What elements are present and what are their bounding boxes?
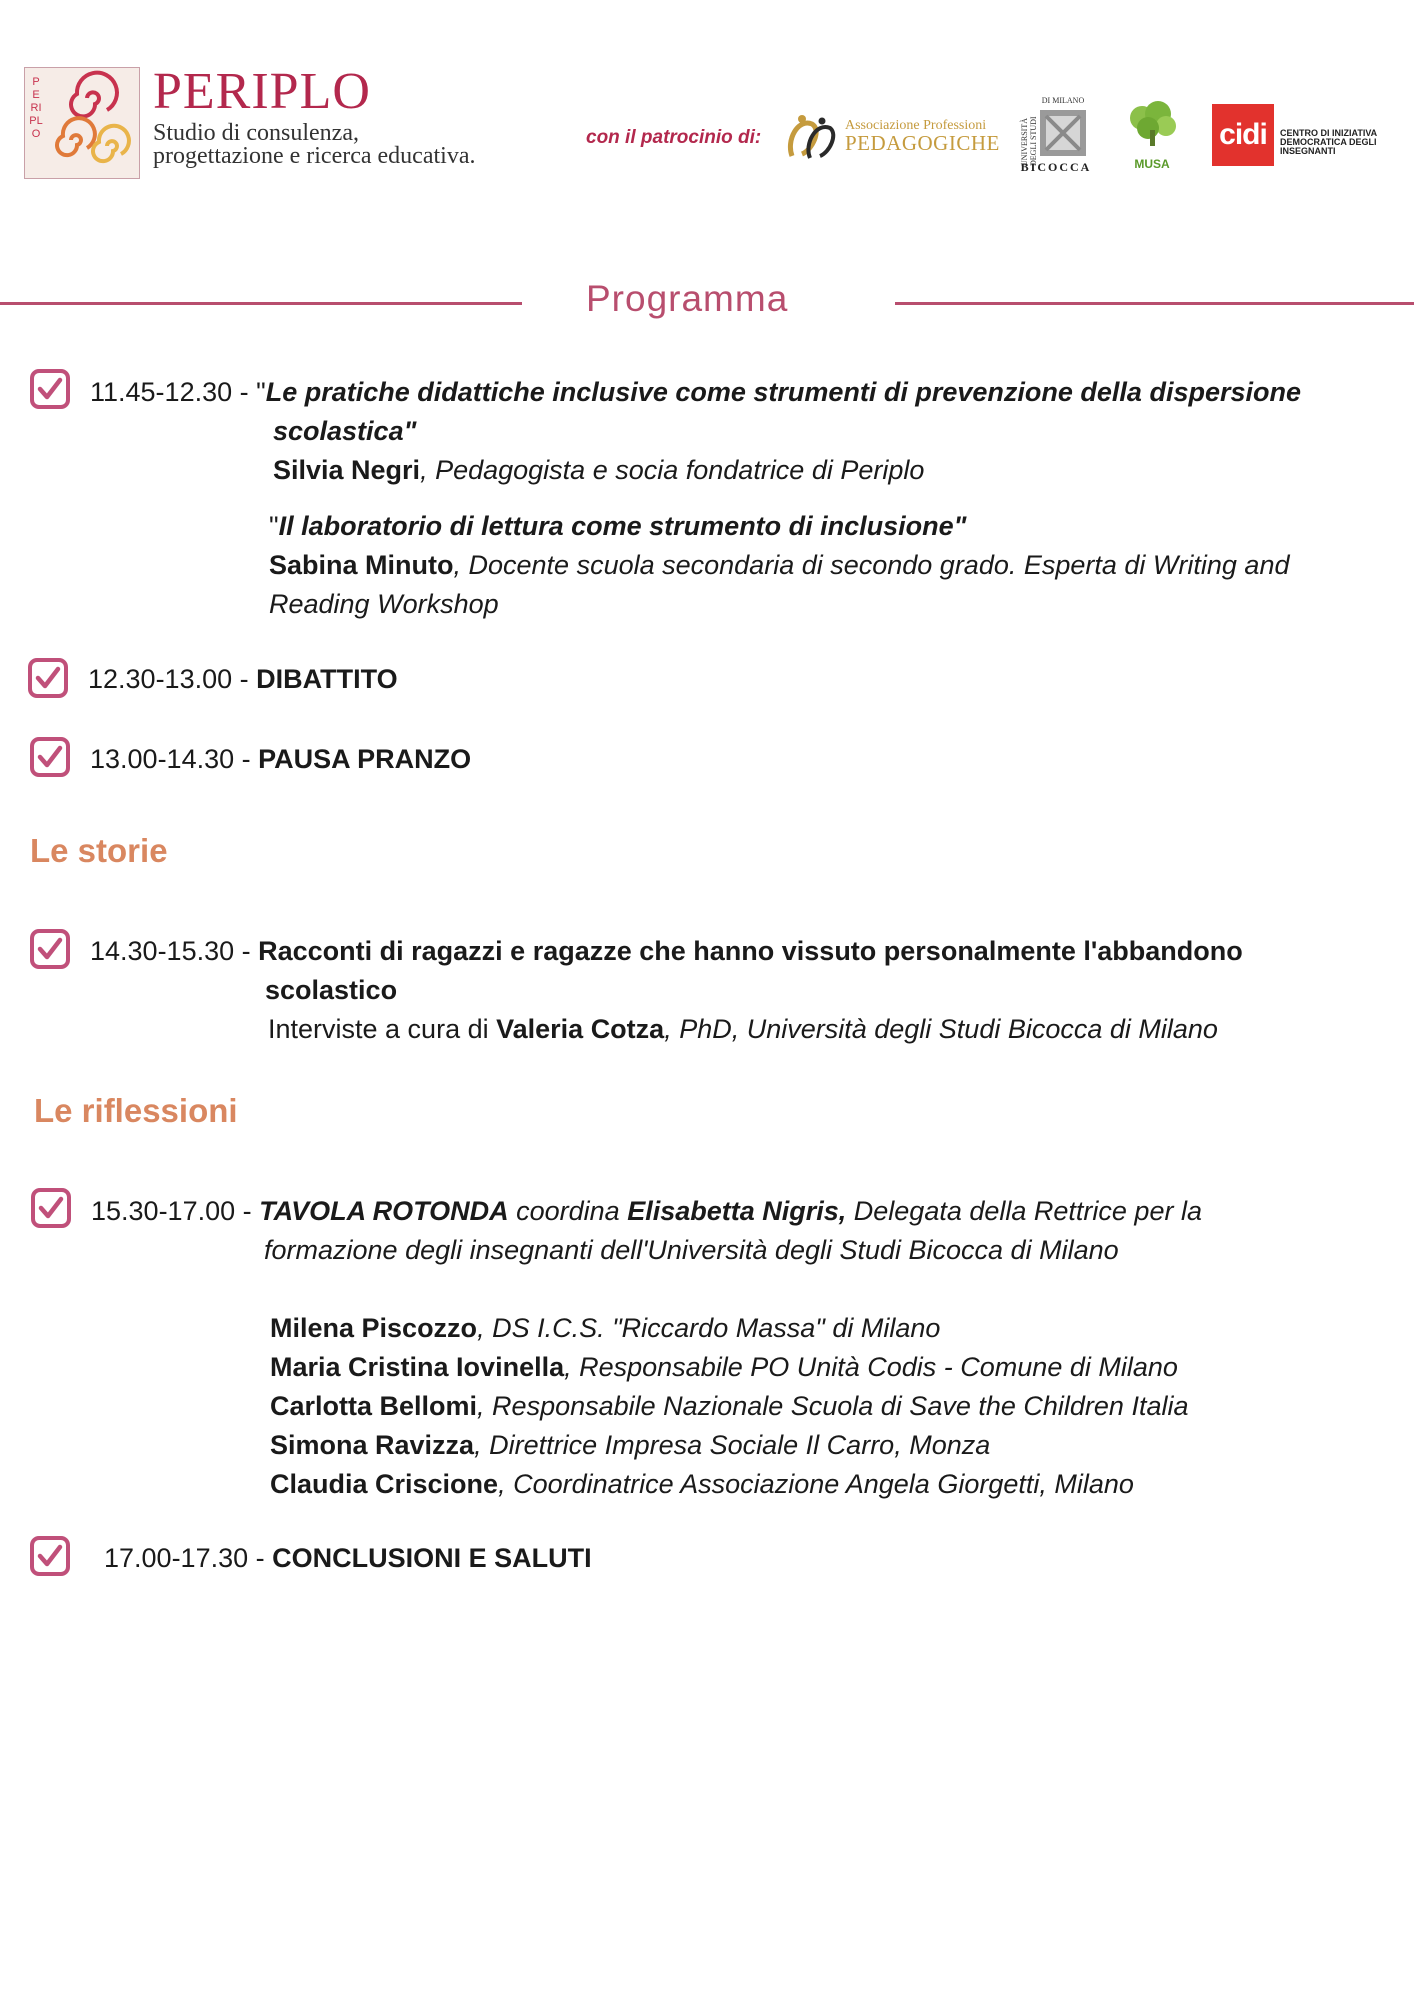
patronage-label: con il patrocinio di:	[586, 127, 762, 148]
panelist-name: Maria Cristina Iovinella	[270, 1352, 565, 1382]
brand-tagline-line-2: progettazione e ricerca educativa.	[153, 143, 476, 169]
panelist-role: , Responsabile Nazionale Scuola di Save the Children Italia	[477, 1391, 1189, 1421]
schedule-item-1	[90, 373, 1301, 412]
panelist	[270, 1465, 1188, 1504]
panelist-name: Claudia Criscione	[270, 1469, 499, 1499]
credit-prefix: Interviste a cura di	[268, 1014, 497, 1044]
speaker-role-continued: Reading Workshop	[269, 589, 499, 619]
apep-line-2: PEDAGOGICHE	[845, 131, 1000, 155]
item-time: 17.00-17.30 -	[104, 1543, 273, 1573]
credit-role: , PhD, Università degli Studi Bicocca di Milano	[664, 1014, 1218, 1044]
coord-role: Delegata della Rettrice per la	[846, 1196, 1202, 1226]
tree-icon	[1122, 100, 1182, 156]
section-heading-storie: Le storie	[30, 832, 168, 869]
coord-role-continued: formazione degli insegnanti dell'Università degli Studi Bicocca di Milano	[264, 1235, 1119, 1265]
speaker-line	[269, 546, 1290, 585]
cidi-description: CENTRO DI INIZIATIVA DEMOCRATICA DEGLI INSEGNANTI	[1280, 128, 1377, 156]
speaker-role: , Pedagogista e socia fondatrice di Periplo	[420, 455, 925, 485]
checkbox-icon	[30, 1187, 72, 1229]
schedule-item-5	[91, 1192, 1202, 1231]
coord-name: Elisabetta Nigris,	[627, 1196, 847, 1226]
schedule-item-2	[88, 660, 398, 699]
panelist-name: Carlotta Bellomi	[270, 1391, 478, 1421]
item-label: DIBATTITO	[256, 664, 398, 694]
bicocca-logo	[1020, 96, 1092, 176]
checkbox-icon	[29, 928, 71, 970]
schedule-item-6	[104, 1539, 592, 1578]
panelist-name: Milena Piscozzo	[270, 1313, 478, 1343]
apep-line-1: Associazione Professioni	[845, 118, 987, 133]
schedule-item-4	[90, 932, 1243, 971]
speaker-name: Silvia Negri	[273, 455, 421, 485]
panelist-role: , Responsabile PO Unità Codis - Comune di Milano	[564, 1352, 1178, 1382]
panelist	[270, 1426, 1188, 1465]
panelist-role: , Direttrice Impresa Sociale Il Carro, Monza	[474, 1430, 991, 1460]
brand-tagline	[153, 122, 475, 168]
speaker-name: Sabina Minuto	[269, 550, 454, 580]
title-rule-right	[895, 302, 1414, 305]
panelist-role: , DS I.C.S. "Riccardo Massa" di Milano	[477, 1313, 941, 1343]
logo-vertical-letters: PERIPLO	[29, 76, 43, 140]
item-title-continued: scolastico	[265, 975, 398, 1005]
item-time: 14.30-15.30 -	[90, 936, 259, 966]
credit-line	[268, 1010, 1218, 1049]
panelist-role: , Coordinatrice Associazione Angela Giorgetti, Milano	[498, 1469, 1134, 1499]
musa-logo	[1122, 100, 1182, 171]
brand-tagline-line-1: Studio di consulenza,	[153, 120, 359, 146]
quote-mark: "	[269, 511, 279, 541]
speaker-role: , Docente scuola secondaria di secondo grado. Esperta di Writing and	[453, 550, 1290, 580]
title-rule-left	[0, 302, 522, 305]
periplo-logo	[24, 67, 140, 179]
talk-title-continued: scolastica"	[273, 416, 417, 446]
panelist	[270, 1309, 1188, 1348]
quote-mark: "	[256, 377, 266, 407]
credit-name: Valeria Cotza	[496, 1014, 665, 1044]
uni-line-3: BICOCCA	[1020, 160, 1092, 174]
item-label: CONCLUSIONI E SALUTI	[272, 1543, 592, 1573]
uni-line-2: DI MILANO	[1041, 96, 1085, 105]
checkbox-icon	[29, 368, 71, 410]
talk-title: Il laboratorio di lettura come strumento di inclusione"	[278, 511, 967, 541]
cidi-mark-text: cidi	[1219, 118, 1267, 151]
speaker-line	[273, 451, 924, 490]
uni-vertical-text: UNIVERSITÀ DEGLI STUDI	[1020, 116, 1038, 166]
panelist-name: Simona Ravizza	[270, 1430, 475, 1460]
talk-title: Le pratiche didattiche inclusive come strumenti di prevenzione della dispersione	[265, 377, 1301, 407]
apep-logo-icon	[782, 110, 842, 171]
brand-name: PERIPLO	[153, 63, 371, 120]
item-time: 13.00-14.30 -	[90, 744, 259, 774]
panelist-list	[270, 1309, 1188, 1504]
cidi-logo	[1212, 104, 1274, 171]
section-title: Programma	[586, 278, 789, 319]
checkbox-icon	[27, 657, 69, 699]
schedule-item-3	[90, 740, 471, 779]
item-label: PAUSA PRANZO	[258, 744, 472, 774]
item-time: 11.45-12.30 -	[90, 377, 257, 407]
musa-label: MUSA	[1134, 157, 1170, 171]
section-heading-riflessioni: Le riflessioni	[34, 1092, 238, 1129]
uni-crest-icon	[1038, 108, 1088, 158]
checkbox-icon	[29, 736, 71, 778]
coord-prefix: coordina	[508, 1196, 628, 1226]
talk-2-title-line	[269, 507, 967, 546]
checkbox-icon	[29, 1535, 71, 1577]
item-time: 12.30-13.00 -	[88, 664, 257, 694]
apep-sponsor	[845, 119, 1000, 154]
item-time: 15.30-17.00 -	[91, 1196, 260, 1226]
item-title: Racconti di ragazzi e ragazze che hanno vissuto personalmente l'abbandono	[258, 936, 1243, 966]
panelist	[270, 1387, 1188, 1426]
item-label: TAVOLA ROTONDA	[259, 1196, 509, 1226]
panelist	[270, 1348, 1188, 1387]
